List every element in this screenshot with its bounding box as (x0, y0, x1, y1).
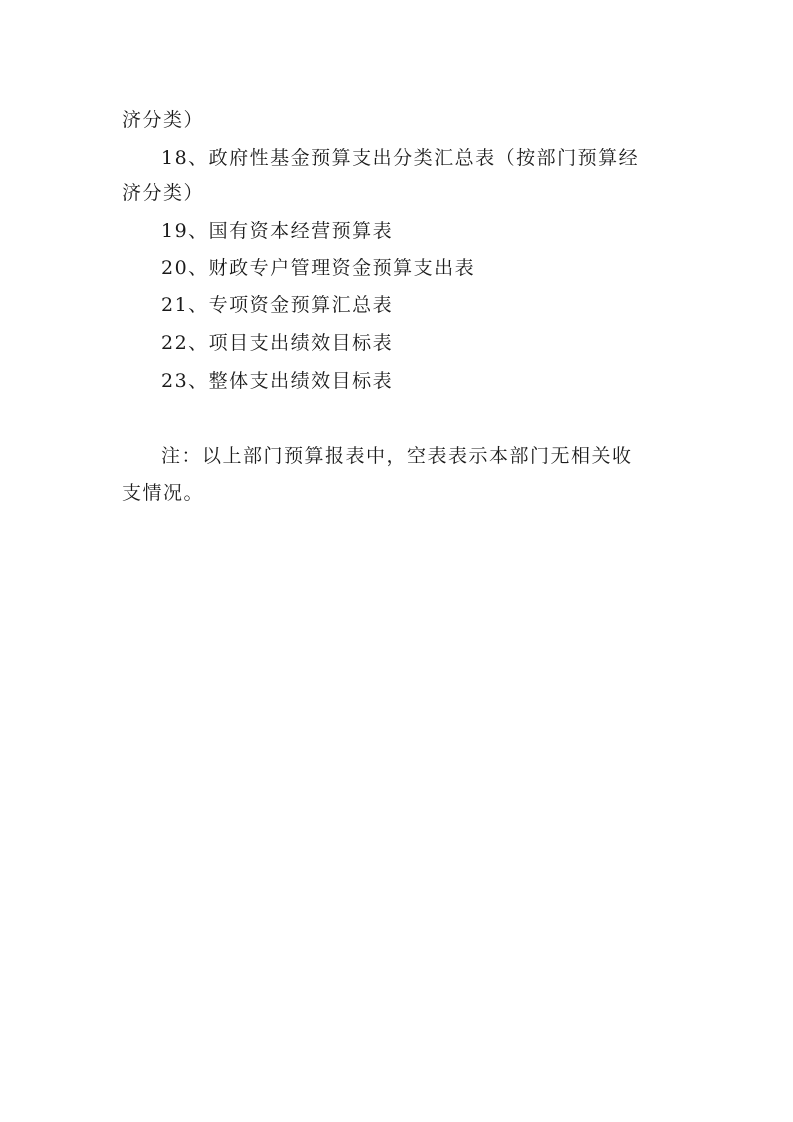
item-23: 23、整体支出绩效目标表 (161, 370, 394, 392)
item-22: 22、项目支出绩效目标表 (161, 332, 394, 354)
item-21: 21、专项资金预算汇总表 (161, 294, 394, 316)
note-line-1: 注：以上部门预算报表中，空表表示本部门无相关收 (161, 445, 633, 467)
note-line-2: 支情况。 (122, 482, 205, 504)
item-18-line-2: 济分类） (122, 182, 205, 204)
item-19: 19、国有资本经营预算表 (161, 220, 394, 242)
item-20: 20、财政专户管理资金预算支出表 (161, 257, 476, 279)
item-18-line-1: 18、政府性基金预算支出分类汇总表（按部门预算经 (161, 147, 640, 169)
item-17-continuation: 济分类） (122, 109, 205, 131)
